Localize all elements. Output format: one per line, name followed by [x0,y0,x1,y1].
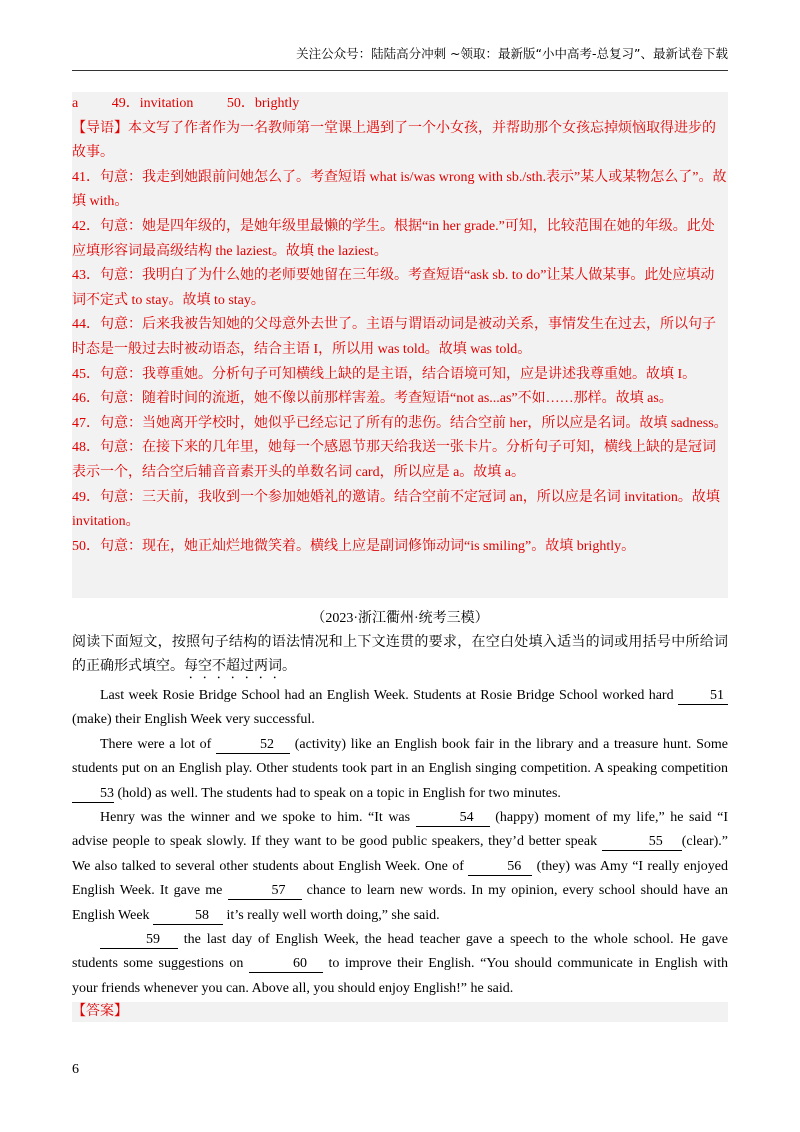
blank-54[interactable]: 54 [416,810,490,827]
answer-label: 【答案】 [72,1002,728,1022]
explanation-48: 48．句意：在接下来的几年里，她每一个感恩节那天给我送一张卡片。分析句子可知，横线上缺的是冠词表示一个，结合空后辅音音素开头的单数名词 card，所以应是 a。故填 a。 [72,440,716,480]
blank-52[interactable]: 52 [216,737,290,754]
passage-text: to improve their English. “You should communicate in English with your friends whenever you can. Above all, you should enjoy English!” he said. [72,956,729,996]
passage-paragraph-4 [72,928,728,1001]
explanation-45: 45．句意：我尊重她。分析句子可知横线上缺的是主语，结合语境可知，应是讲述我尊重她。故填 I。 [72,366,697,382]
blank-57[interactable]: 57 [228,883,302,900]
page-number: 6 [72,1062,79,1077]
passage-text: Last week Rosie Bridge School had an English Week. Students at Rosie Bridge School worked hard [100,688,678,703]
passage-paragraph-1 [72,684,728,733]
instructions-end: 。 [282,659,296,675]
answer-48-tail: a [72,96,79,111]
explanation-49: 49．句意：三天前，我收到一个参加她婚礼的邀请。结合空前不定冠词 an，所以应是名词 invitation。故填 invitation。 [72,489,720,530]
blank-59[interactable]: 59 [100,932,178,949]
blank-55[interactable]: 55 [602,834,682,851]
passage-text: (activity) like an English book fair in the library and a treasure hunt. Some students put on an English play. Other students took part in an English singing competition. A speaking competition [72,736,729,777]
blank-60[interactable]: 60 [249,956,323,973]
guide-text: 【导语】本文写了作者作为一名教师第一堂课上遇到了一个小女孩，并帮助那个女孩忘掉烦恼取得进步的故事。 [72,120,716,161]
blank-56[interactable]: 56 [468,859,532,876]
explanation-42: 42．句意：她是四年级的，是她年级里最懒的学生。根据“in her grade.”可知，比较范围在她的年级。此处应填形容词最高级结构 the laziest。故填 the laziest。 [72,218,715,259]
question-source: （2023·浙江衢州·统考三模） [311,611,489,626]
answer-50: 50．brightly [226,96,300,111]
passage-text: (hold) as well. The students had to speak on a topic in English for two minutes. [114,785,561,801]
explanation-44: 44．句意：后来我被告知她的父母意外去世了。主语与谓语动词是被动关系，事情发生在过去，所以句子时态是一般过去时被动语态，结合主语 I，所以用 was told。故填 was told。 [72,317,716,357]
explanation-46: 46．句意：随着时间的流逝，她不像以前那样害羞。考查短语“not as...as”不如……那样。故填 as。 [72,391,673,407]
passage-text: chance to learn new words. In my opinion, every school should have an English Week [72,883,728,923]
blank-58[interactable]: 58 [153,908,223,925]
passage-text: the last day of English Week, the head teacher gave a speech to the whole school. He gave students some suggestions on [72,932,728,972]
page-header: 关注公众号：陆陆高分冲刺 ~领取：最新版“小中高考-总复习”、最新试卷下载 [296,46,728,61]
passage-text: (they) was Amy “I really enjoyed English Week. It gave me [72,858,728,899]
passage-text: (happy) moment of my life,” he said “I advise people to speak slowly. If they want to be good public speakers, they’d better speak [72,810,729,850]
explanation-47: 47．句意：当她离开学校时，她似乎已经忘记了所有的悲伤。结合空前 her，所以应是名词。故填 sadness。 [72,415,728,431]
explanation-50: 50．句意：现在，她正灿烂地微笑着。横线上应是副词修饰动词“is smiling”。故填 brightly。 [72,538,636,554]
passage-paragraph-3 [72,806,728,928]
answer-explanations [72,92,728,559]
passage [72,684,728,1001]
passage-paragraph-2 [72,733,728,806]
instructions-main: 阅读下面短文，按照句子结构的语法情况和上下文连贯的要求，在空白处填入适当的词或用括号中所给词的正确形式填空。 [72,635,728,675]
explanation-41: 41．句意：我走到她跟前问她怎么了。考查短语 what is/was wrong with sb./sth.表示”某人或某物怎么了”。故填 with。 [72,169,727,210]
answer-49: 49．invitation [111,96,194,111]
instructions-emphasis: 每空不超过两词 [184,659,282,675]
passage-text: Henry was the winner and we spoke to him. “It was [100,810,416,826]
instructions [72,631,728,682]
passage-text: (make) their English Week very successful. [72,712,315,728]
blank-53[interactable]: 53 [72,786,114,803]
answer-line-top [72,92,728,117]
explanation-43: 43．句意：我明白了为什么她的老师要她留在三年级。考查短语“ask sb. to do”让某人做某事。此处应填动词不定式 to stay。故填 to stay。 [72,268,715,308]
passage-text: There were a lot of [100,736,217,752]
header-rule [72,70,728,71]
passage-text: (clear).” We also talked to several other students about English Week. One of [72,834,728,874]
blank-51[interactable]: 51 [678,688,728,705]
passage-text: it’s really well worth doing,” she said. [223,907,440,923]
